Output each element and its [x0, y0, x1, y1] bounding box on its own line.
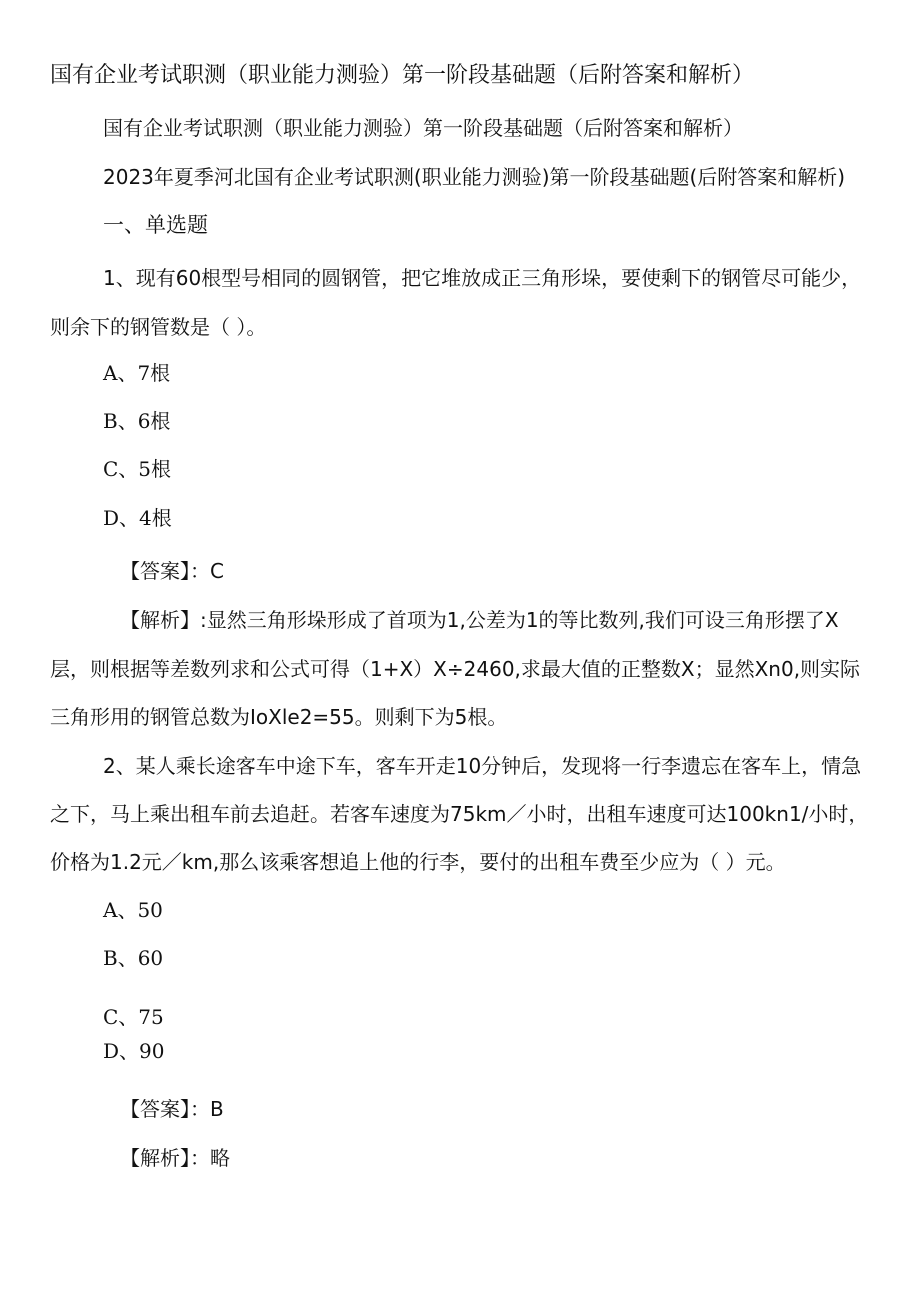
question-1-option-a: A、7根 [103, 361, 171, 385]
question-1-option-d: D、4根 [103, 506, 172, 530]
question-2-option-d: D、90 [103, 1039, 165, 1063]
question-1-answer: 【答案】：C [120, 559, 224, 583]
sub-title: 国有企业考试职测（职业能力测验）第一阶段基础题（后附答案和解析） [103, 116, 743, 140]
question-1-analysis-line-1: 【解析】:显然三角形垛形成了首项为1,公差为1的等比数列,我们可设三角形摆了X [120, 608, 839, 632]
question-2-stem-line-1: 2、某人乘长途客车中途下车，客车开走10分钟后，发现将一行李遗忘在客车上，情急 [103, 754, 862, 778]
question-2-stem-line-2: 之下，马上乘出租车前去追赶。若客车速度为75km／小时，出租车速度可达100kn1/小时， [50, 802, 869, 826]
question-2-option-c: C、75 [103, 1005, 164, 1029]
question-2-option-a: A、50 [103, 898, 163, 922]
question-1-analysis-line-3: 三角形用的钢管总数为IoXle2=55。则剩下为5根。 [50, 705, 508, 729]
question-2-analysis-line-1: 【解析】：略 [120, 1146, 230, 1170]
question-1-option-b: B、6根 [103, 409, 171, 433]
main-title: 国有企业考试职测（职业能力测验）第一阶段基础题（后附答案和解析） [50, 63, 755, 88]
question-2-option-b: B、60 [103, 946, 164, 970]
question-1-analysis-line-2: 层，则根据等差数列求和公式可得（1+X）X÷2460,求最大值的正整数X；显然Xn0,则实际 [50, 657, 861, 681]
section-heading: 一、单选题 [103, 213, 208, 237]
question-1-stem-line-2: 则余下的钢管数是（ ）。 [50, 315, 267, 339]
sub-title-year: 2023年夏季河北国有企业考试职测(职业能力测验)第一阶段基础题(后附答案和解析) [103, 165, 846, 189]
question-1-option-c: C、5根 [103, 457, 172, 481]
question-1-stem-line-1: 1、现有60根型号相同的圆钢管，把它堆放成正三角形垛，要使剩下的钢管尽可能少， [103, 266, 862, 290]
question-2-answer: 【答案】：B [120, 1097, 224, 1121]
question-2-stem-line-3: 价格为1.2元／km,那么该乘客想追上他的行李，要付的出租车费至少应为（ ）元。 [50, 850, 786, 874]
